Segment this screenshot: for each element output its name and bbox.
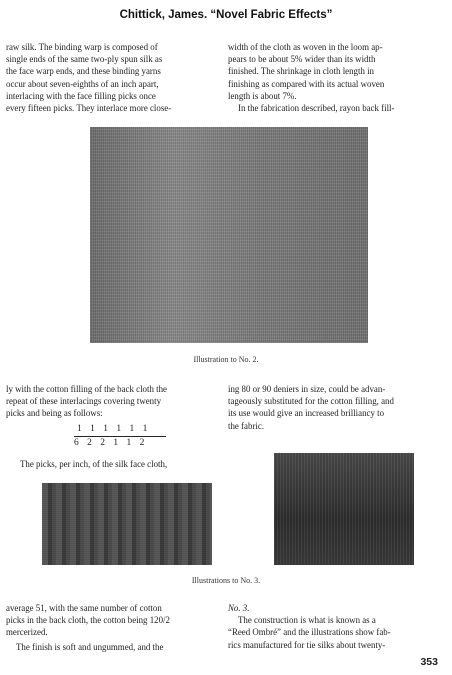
text-line: finished. The shrinkage in cloth length in [228, 66, 374, 77]
fraction-bar [74, 436, 166, 437]
text-line: raw silk. The binding warp is composed of [6, 42, 158, 52]
text-line: finishing as compared with its actual woven [228, 78, 385, 89]
text-line: tageously substituted for the cotton filling, and [228, 396, 394, 407]
fabric-illustration-no-3-striped [42, 483, 212, 565]
text-line: width of the cloth as woven in the loom ap- [228, 42, 383, 52]
text-line: picks in the back cloth, the cotton being 120/2 [6, 615, 170, 626]
text-line: the face warp ends, and these binding yarns [6, 66, 161, 77]
text-line: pears to be about 5% wider than its width [228, 54, 376, 65]
text-line: average 51, with the same number of cotton [6, 603, 162, 613]
text-line: its use would give an increased brilliancy to [228, 408, 385, 419]
caption-illustration-no-2: Illustration to No. 2. [193, 355, 259, 364]
text-line: every fifteen picks. They interlace more close- [6, 103, 172, 114]
fabric-illustration-no-3-dark [274, 453, 414, 565]
text-line: ly with the cotton filling of the back cloth the [6, 384, 167, 394]
text-line: mercerized. [6, 627, 48, 638]
text-line: ing 80 or 90 deniers in size, could be advan- [228, 384, 386, 394]
middle-left-column [6, 383, 220, 420]
text-line: picks and being as follows: [6, 408, 103, 419]
page-number: 353 [420, 656, 438, 668]
text-line: length is about 7%. [228, 90, 297, 101]
text-line: interlacing with the face filling picks once [6, 90, 156, 101]
section-heading-no-3: No. 3. [228, 603, 250, 613]
text-line: In the fabrication described, rayon back fill- [238, 103, 395, 114]
text-line: “Reed Ombré” and the illustrations show fab- [228, 627, 391, 638]
top-left-column [6, 41, 220, 114]
text-line: rics manufactured for tie silks about twenty- [228, 639, 386, 650]
caption-illustrations-no-3: Illustrations to No. 3. [191, 576, 261, 585]
text-line: The finish is soft and ungummed, and the [16, 641, 164, 652]
top-right-column [228, 41, 442, 114]
text-line: repeat of these interlacings covering twenty [6, 396, 162, 407]
middle-left-paragraph [20, 458, 220, 470]
bottom-right-column [228, 602, 442, 651]
weave-formula-numerator: 1 1 1 1 1 1 [77, 424, 151, 434]
bottom-left-column [6, 602, 220, 653]
text-line: occur about seven-eighths of an inch apart, [6, 78, 159, 89]
text-line: The picks, per inch, of the silk face cloth, [20, 459, 168, 469]
middle-right-column [228, 383, 442, 432]
fabric-illustration-no-2 [90, 127, 368, 343]
weave-formula [74, 424, 166, 448]
weave-formula-denominator: 6 2 2 1 1 2 [74, 438, 148, 448]
page-header: Chittick, James. “Novel Fabric Effects” [119, 9, 333, 21]
text-line: The construction is what is known as a [238, 615, 376, 626]
text-line: single ends of the same two-ply spun silk as [6, 54, 163, 65]
text-line: the fabric. [228, 420, 264, 431]
